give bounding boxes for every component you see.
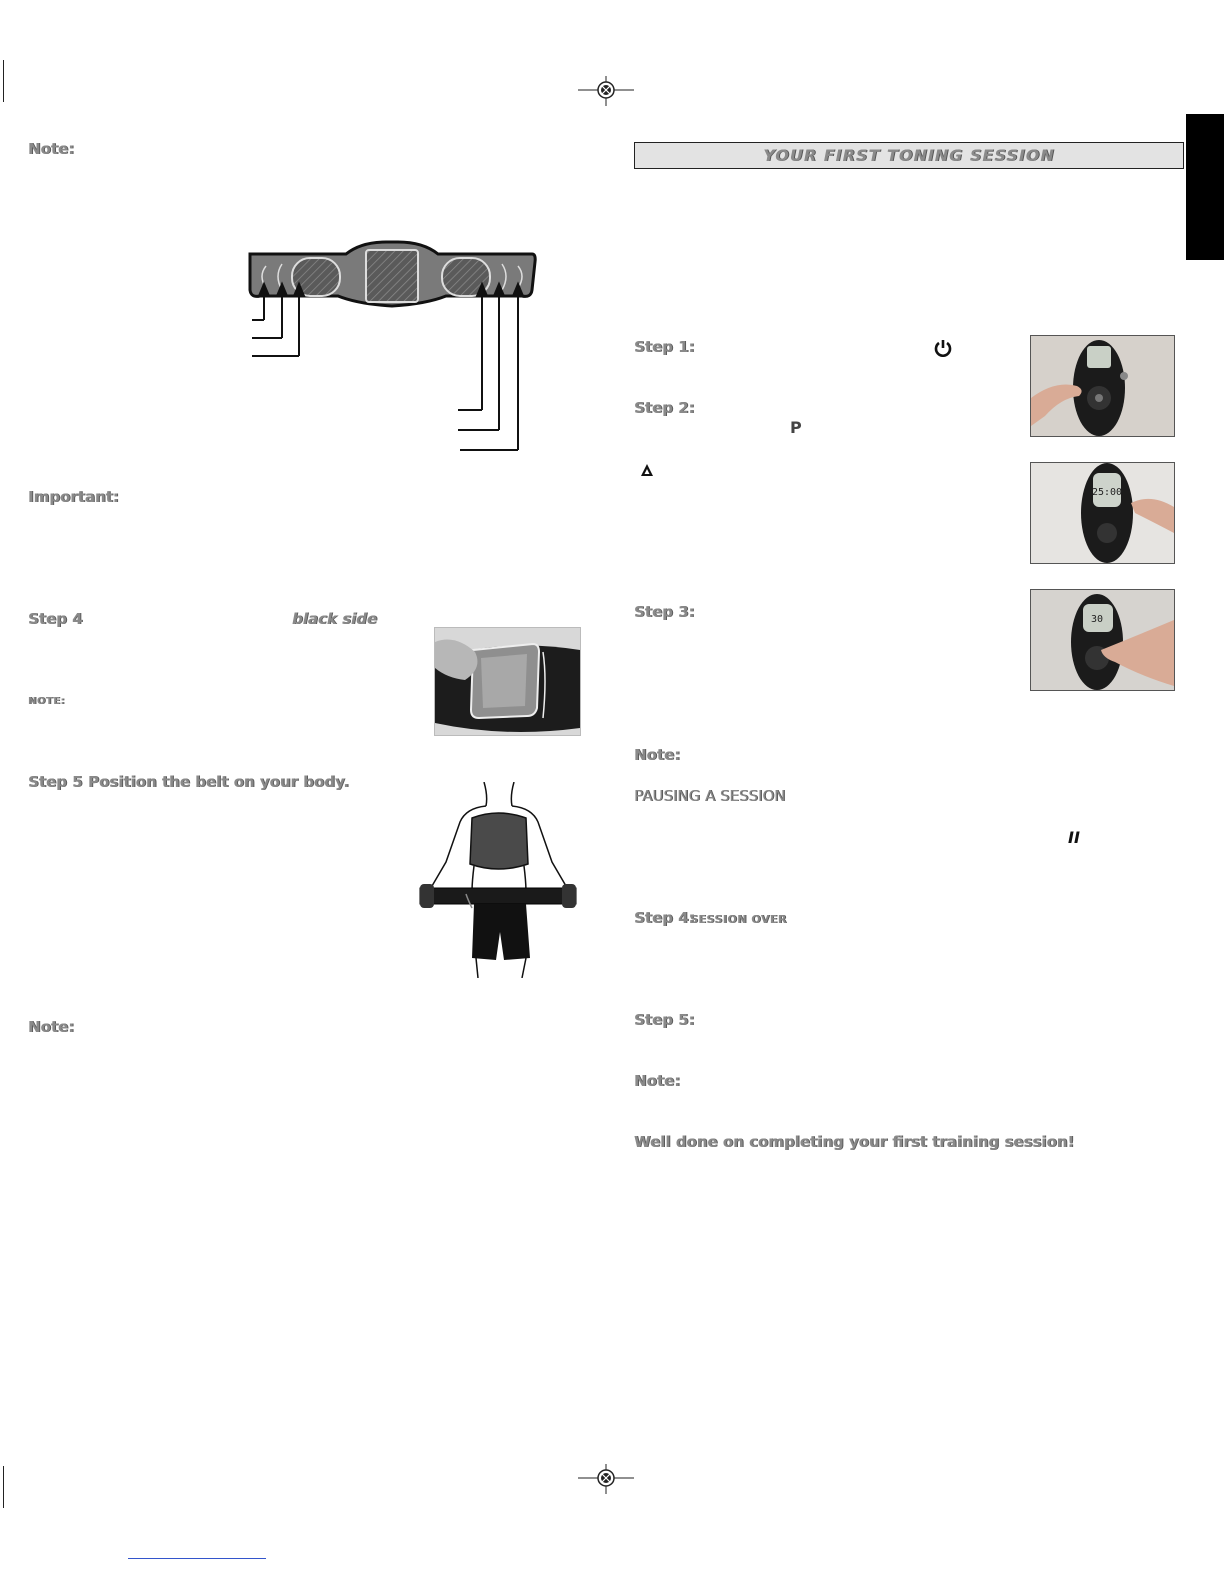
controller-photo-2 (1030, 462, 1175, 564)
step5-instruction: Position the belt on your body. (88, 773, 350, 791)
step3-label: Step 3: (634, 603, 695, 621)
controller-photo-3 (1030, 589, 1175, 691)
note-label-right: Note: (634, 746, 681, 764)
step5-label: Step 5 (28, 773, 83, 791)
svg-text:25:00: 25:00 (1091, 487, 1123, 498)
registration-mark-icon (578, 76, 634, 106)
crop-mark-left-bottom (3, 1466, 4, 1508)
step5-label-right: Step 5: (634, 1011, 695, 1029)
step4-note-label: NOTE: (28, 696, 66, 707)
pause-icon: II (1068, 828, 1080, 847)
pausing-heading: PAUSING A SESSION (634, 787, 786, 805)
woman-with-belt-illustration (416, 782, 580, 978)
note-label-2: Note: (28, 1018, 75, 1036)
crop-mark-left-top (3, 60, 4, 102)
section-tab (1186, 114, 1224, 260)
section-header (634, 142, 1184, 169)
program-p-glyph: P (790, 418, 802, 437)
session-over-label: SESSION OVER (690, 913, 787, 926)
belt-gel-pad-photo (434, 627, 581, 736)
step4-label: Step 4 (28, 610, 83, 628)
svg-text:30: 30 (1090, 614, 1104, 625)
section-title: YOUR FIRST TONING SESSION (763, 146, 1055, 165)
black-side-emphasis: black side (292, 610, 378, 628)
footer-link-underline (128, 1558, 266, 1559)
step2-label: Step 2: (634, 399, 695, 417)
controller-photo-1 (1030, 335, 1175, 437)
step4-label-right: Step 4: (634, 909, 695, 927)
note-label-right-2: Note: (634, 1072, 681, 1090)
registration-mark-icon (578, 1464, 634, 1494)
power-icon (934, 339, 952, 357)
well-done-message: Well done on completing your first training session! (634, 1133, 1075, 1151)
up-arrow-icon (640, 463, 654, 477)
step1-label: Step 1: (634, 338, 695, 356)
belt-electrode-diagram (246, 238, 538, 456)
note-label: Note: (28, 140, 75, 158)
important-label: Important: (28, 488, 119, 506)
